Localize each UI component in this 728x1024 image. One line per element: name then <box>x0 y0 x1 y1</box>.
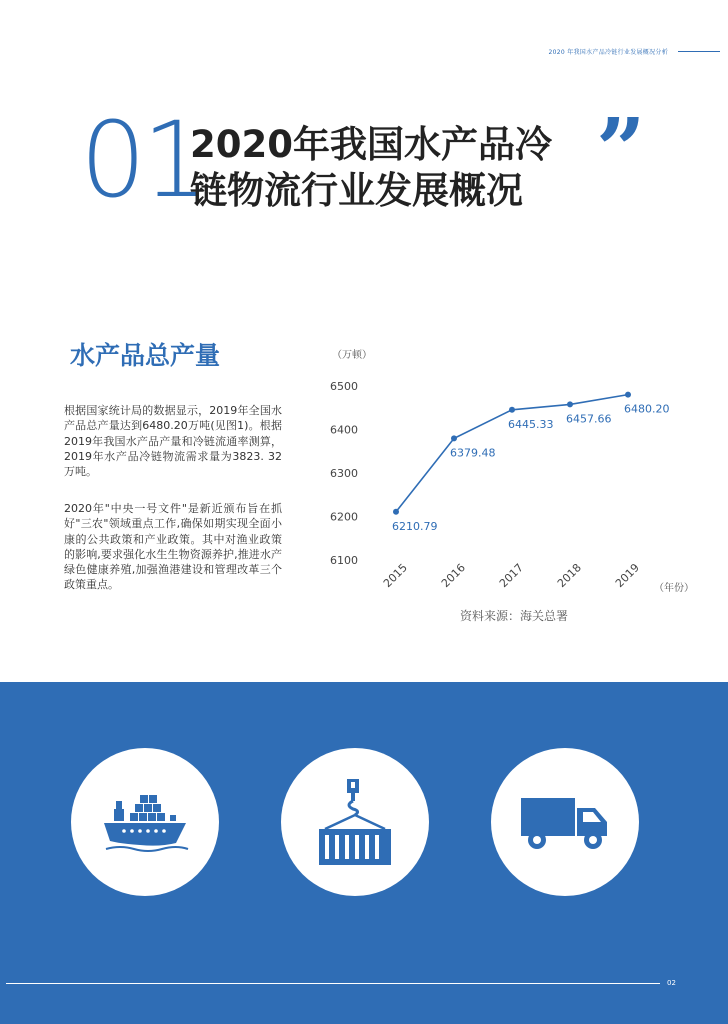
delivery-truck-icon <box>517 792 613 852</box>
paragraph-production: 根据国家统计局的数据显示，2019年全国水产品总产量达到6480.20万吨(见图1)。根据2019年我国水产品产量和冷链流通率测算，2019年水产品冷链物流需求量为3823. 32万吨。 <box>64 404 282 479</box>
container-crane-icon <box>315 777 395 867</box>
x-axis-unit-label: （年份） <box>654 583 694 594</box>
y-tick-label: 6100 <box>330 554 358 567</box>
x-tick-label: 2018 <box>554 561 584 591</box>
header-running-title: 2020 年我国水产品冷链行业发展概况分析 <box>548 49 668 56</box>
production-line-chart <box>320 340 694 605</box>
y-tick-label: 6300 <box>330 467 358 480</box>
data-point <box>509 407 515 413</box>
section-heading: 水产品总产量 <box>70 341 221 370</box>
footer-rule <box>6 983 660 984</box>
quote-mark-icon: ” <box>596 100 646 201</box>
x-tick-label: 2019 <box>612 561 642 591</box>
data-label: 6457.66 <box>566 412 612 426</box>
data-point <box>625 392 631 398</box>
section-number: 01 <box>80 99 205 221</box>
data-point <box>451 435 457 441</box>
page-title-line-2: 链物流行业发展概况 <box>190 169 523 212</box>
y-tick-label: 6400 <box>330 423 358 437</box>
data-label: 6379.48 <box>450 446 496 460</box>
data-point <box>567 401 573 407</box>
x-tick-label: 2016 <box>438 561 468 591</box>
page-number: 02 <box>667 979 676 987</box>
y-tick-label: 6500 <box>330 380 358 393</box>
header-rule <box>678 51 720 52</box>
x-tick-label: 2015 <box>380 561 410 591</box>
data-label: 6480.20 <box>624 402 670 416</box>
y-tick-label: 6200 <box>330 510 358 524</box>
data-label: 6445.33 <box>508 417 554 431</box>
source-note: 资料来源：海关总署 <box>460 609 569 623</box>
data-point <box>393 509 399 515</box>
ship-circle <box>71 748 219 896</box>
cargo-ship-icon <box>100 787 190 857</box>
container-circle <box>281 748 429 896</box>
x-tick-label: 2017 <box>496 561 526 591</box>
truck-circle <box>491 748 639 896</box>
page-title <box>190 122 552 214</box>
page-title-line-1: 2020年我国水产品冷 <box>190 123 552 166</box>
paragraph-policy: 2020年"中央一号文件"是新近颁布旨在抓好"三农"领域重点工作,确保如期实现全面小康的公共政策和产业政策。其中对渔业政策的影响,要求强化水生生物资源养护,推进水产绿色健康养殖,加强渔港建设和管理改革三个政策重点。 <box>64 502 282 592</box>
data-label: 6210.79 <box>392 519 438 533</box>
y-axis-unit-label: （万顿） <box>332 350 372 361</box>
